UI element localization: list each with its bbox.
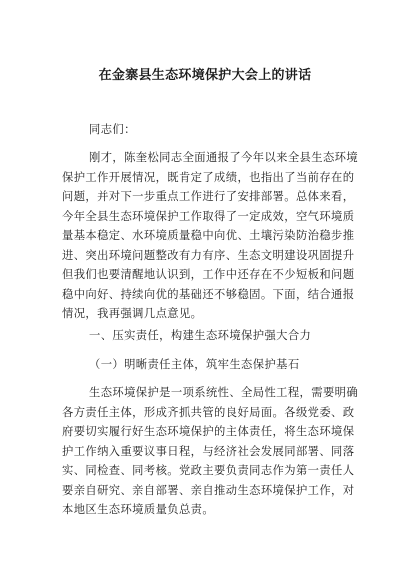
- paragraph-line: 稳中向好、持续向优的基础还不够稳固。下面，结合通报: [62, 287, 355, 301]
- paragraph-line: 实、同检查、同考核。党政主要负责同志作为第一责任人: [62, 464, 355, 477]
- paragraph-line: 护工作纳入重要议事日程，与经济社会发展同部署、同落: [62, 444, 355, 458]
- paragraph-line: 保护工作开展情况，既肯定了成绩，也指出了当前存在的: [62, 170, 355, 184]
- paragraph-line: 问题，并对下一步重点工作进行了安排部署。总体来看，: [62, 190, 355, 203]
- paragraph-line: 生态环境保护是一项系统性、全局性工程，需要明确: [89, 386, 359, 399]
- section-heading-1: [62, 326, 362, 346]
- paragraph-line: 各方责任主体，形成齐抓共管的良好局面。各级党委、政: [62, 405, 355, 419]
- subsection-heading-1: [62, 355, 362, 375]
- paragraph-line: 府要切实履行好生态环境保护的主体责任，将生态环境保: [62, 425, 355, 438]
- paragraph-line: 今年全县生态环境保护工作取得了一定成效，空气环境质: [62, 209, 355, 223]
- subsection-heading-text: （一）明晰责任主体，筑牢生态保护基石: [89, 358, 300, 371]
- paragraph-line: 刚才，陈奎松同志全面通报了今年以来全县生态环境: [89, 151, 359, 164]
- paragraph-line: 但我们也要清醒地认识到，工作中还存在不少短板和问题: [62, 268, 355, 281]
- paragraph-line: 本地区生态环境质量负总责。: [62, 503, 215, 516]
- paragraph-line: 情况，我再强调几点意见。: [62, 307, 203, 320]
- paragraph-2: [62, 383, 362, 520]
- salutation: 同志们：: [89, 123, 136, 136]
- paragraph-line: 进、突出环境问题整改有力有序、生态文明建设巩固提升: [62, 248, 355, 262]
- document-title: 在金寨县生态环境保护大会上的讲话: [98, 68, 312, 83]
- paragraph-line: 要亲自研究、亲自部署、亲自推动生态环境保护工作，对: [62, 483, 355, 497]
- section-heading-text: 一、压实责任，构建生态环境保护强大合力: [89, 329, 312, 342]
- paragraph-line: 量基本稳定、水环境质量稳中向优、土壤污染防治稳步推: [62, 229, 355, 242]
- paragraph-1: [62, 148, 362, 324]
